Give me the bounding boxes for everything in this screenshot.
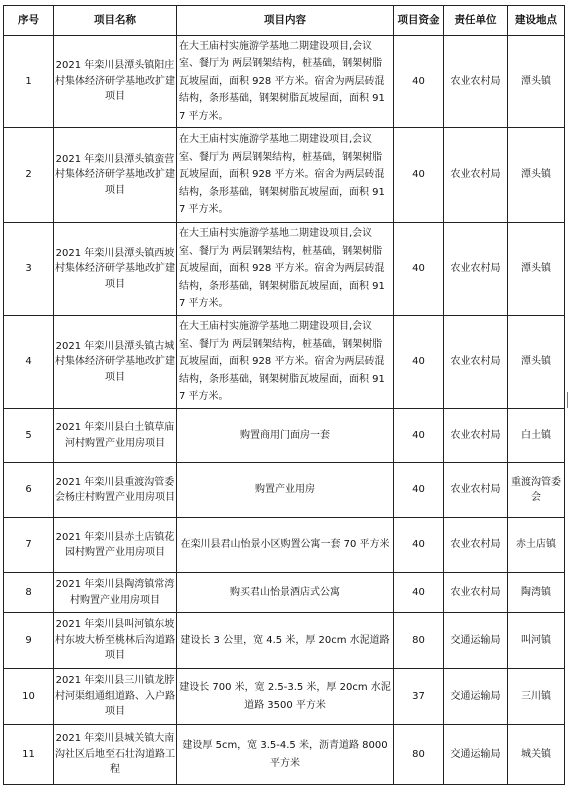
header-unit: 责任单位: [444, 6, 508, 36]
cell-content: 在大王庙村实施游学基地二期建设项目,会议室、餐厅为 两层钢架结构，桩基础，钢架树脂瓦坡屋面，面积 928 平方米。宿舍为两层砖混结构，条形基础，钢架树脂瓦坡屋面，面积 917 平方米。: [177, 128, 394, 223]
cell-content: 购买君山怡景酒店式公寓: [177, 573, 394, 613]
cell-place: 潭头镇: [508, 128, 565, 223]
cell-no: 1: [4, 36, 54, 128]
page-edge-marker: [567, 392, 568, 408]
table-row: [4, 669, 565, 725]
cell-unit: 农业农村局: [444, 409, 508, 463]
cell-unit: 交通运输局: [444, 613, 508, 669]
cell-fund: 40: [394, 223, 444, 316]
cell-fund: 80: [394, 725, 444, 785]
cell-fund: 40: [394, 573, 444, 613]
project-table: [3, 5, 565, 785]
cell-place: 三川镇: [508, 669, 565, 725]
cell-fund: 80: [394, 613, 444, 669]
cell-name: 2021 年栾川县潭头镇西坡村集体经济研学基地改扩建项目: [54, 223, 177, 316]
table-row: [4, 128, 565, 223]
table-row: [4, 223, 565, 316]
cell-fund: 40: [394, 128, 444, 223]
cell-fund: 40: [394, 409, 444, 463]
cell-content: 在栾川县君山怡景小区购置公寓一套 70 平方米: [177, 518, 394, 573]
table-row: [4, 316, 565, 409]
cell-no: 11: [4, 725, 54, 785]
cell-fund: 40: [394, 36, 444, 128]
header-fund: 项目资金: [394, 6, 444, 36]
header-place: 建设地点: [508, 6, 565, 36]
table-row: [4, 725, 565, 785]
cell-content: 建设长 3 公里，宽 4.5 米，厚 20cm 水泥道路: [177, 613, 394, 669]
cell-content: 在大王庙村实施游学基地二期建设项目,会议室、餐厅为 两层钢架结构，桩基础，钢架树脂瓦坡屋面，面积 928 平方米。宿舍为两层砖混结构，条形基础，钢架树脂瓦坡屋面，面积 917 平方米。: [177, 223, 394, 316]
cell-no: 2: [4, 128, 54, 223]
cell-name: 2021 年栾川县白土镇草庙河村购置产业用房项目: [54, 409, 177, 463]
cell-content: 在大王庙村实施游学基地二期建设项目,会议室、餐厅为 两层钢架结构，桩基础，钢架树脂瓦坡屋面，面积 928 平方米。宿舍为两层砖混结构，条形基础，钢架树脂瓦坡屋面，面积 917 平方米。: [177, 316, 394, 409]
table-row: [4, 573, 565, 613]
cell-name: 2021 年栾川县潭头镇蛮营村集体经济研学基地改扩建项目: [54, 128, 177, 223]
cell-place: 潭头镇: [508, 316, 565, 409]
cell-unit: 交通运输局: [444, 725, 508, 785]
cell-no: 5: [4, 409, 54, 463]
cell-name: 2021 年栾川县三川镇龙脖村河渠组通组道路、入户路项目: [54, 669, 177, 725]
cell-fund: 37: [394, 669, 444, 725]
header-no: 序号: [4, 6, 54, 36]
cell-content: 在大王庙村实施游学基地二期建设项目,会议室、餐厅为 两层钢架结构，桩基础，钢架树脂瓦坡屋面，面积 928 平方米。宿舍为两层砖混结构，条形基础，钢架树脂瓦坡屋面，面积 917 平方米。: [177, 36, 394, 128]
cell-name: 2021 年栾川县潭头镇阳庄村集体经济研学基地改扩建项目: [54, 36, 177, 128]
cell-fund: 40: [394, 316, 444, 409]
cell-unit: 农业农村局: [444, 518, 508, 573]
cell-place: 潭头镇: [508, 36, 565, 128]
cell-place: 叫河镇: [508, 613, 565, 669]
cell-unit: 交通运输局: [444, 669, 508, 725]
cell-content: 建设厚 5cm，宽 3.5-4.5 米，沥青道路 8000 平方米: [177, 725, 394, 785]
header-content: 项目内容: [177, 6, 394, 36]
cell-no: 7: [4, 518, 54, 573]
header-name: 项目名称: [54, 6, 177, 36]
cell-name: 2021 年栾川县陶湾镇常湾村购置产业用房项目: [54, 573, 177, 613]
table-row: [4, 518, 565, 573]
cell-no: 6: [4, 463, 54, 518]
cell-no: 9: [4, 613, 54, 669]
cell-no: 3: [4, 223, 54, 316]
table-header-row: [4, 6, 565, 36]
cell-unit: 农业农村局: [444, 316, 508, 409]
cell-name: 2021 年栾川县叫河镇东坡村东坡大桥至桃林后沟道路项目: [54, 613, 177, 669]
cell-content: 购置商用门面房一套: [177, 409, 394, 463]
cell-name: 2021 年栾川县潭头镇古城村集体经济研学基地改扩建项目: [54, 316, 177, 409]
cell-place: 重渡沟管委会: [508, 463, 565, 518]
cell-place: 城关镇: [508, 725, 565, 785]
cell-fund: 40: [394, 463, 444, 518]
cell-unit: 农业农村局: [444, 223, 508, 316]
cell-name: 2021 年栾川县重渡沟管委会杨庄村购置产业用房项目: [54, 463, 177, 518]
cell-name: 2021 年栾川县赤土店镇花园村购置产业用房项目: [54, 518, 177, 573]
cell-fund: 40: [394, 518, 444, 573]
table-row: [4, 463, 565, 518]
cell-unit: 农业农村局: [444, 573, 508, 613]
cell-name: 2021 年栾川县城关镇大南沟社区后地至石壮沟道路工程: [54, 725, 177, 785]
cell-content: 建设长 700 米，宽 2.5-3.5 米，厚 20cm 水泥道路 3500 平方米: [177, 669, 394, 725]
cell-content: 购置产业用房: [177, 463, 394, 518]
table-row: [4, 613, 565, 669]
cell-place: 潭头镇: [508, 223, 565, 316]
cell-place: 白土镇: [508, 409, 565, 463]
table-row: [4, 36, 565, 128]
cell-place: 赤土店镇: [508, 518, 565, 573]
cell-unit: 农业农村局: [444, 128, 508, 223]
cell-no: 10: [4, 669, 54, 725]
table-row: [4, 409, 565, 463]
cell-no: 8: [4, 573, 54, 613]
cell-unit: 农业农村局: [444, 36, 508, 128]
cell-unit: 农业农村局: [444, 463, 508, 518]
cell-place: 陶湾镇: [508, 573, 565, 613]
cell-no: 4: [4, 316, 54, 409]
